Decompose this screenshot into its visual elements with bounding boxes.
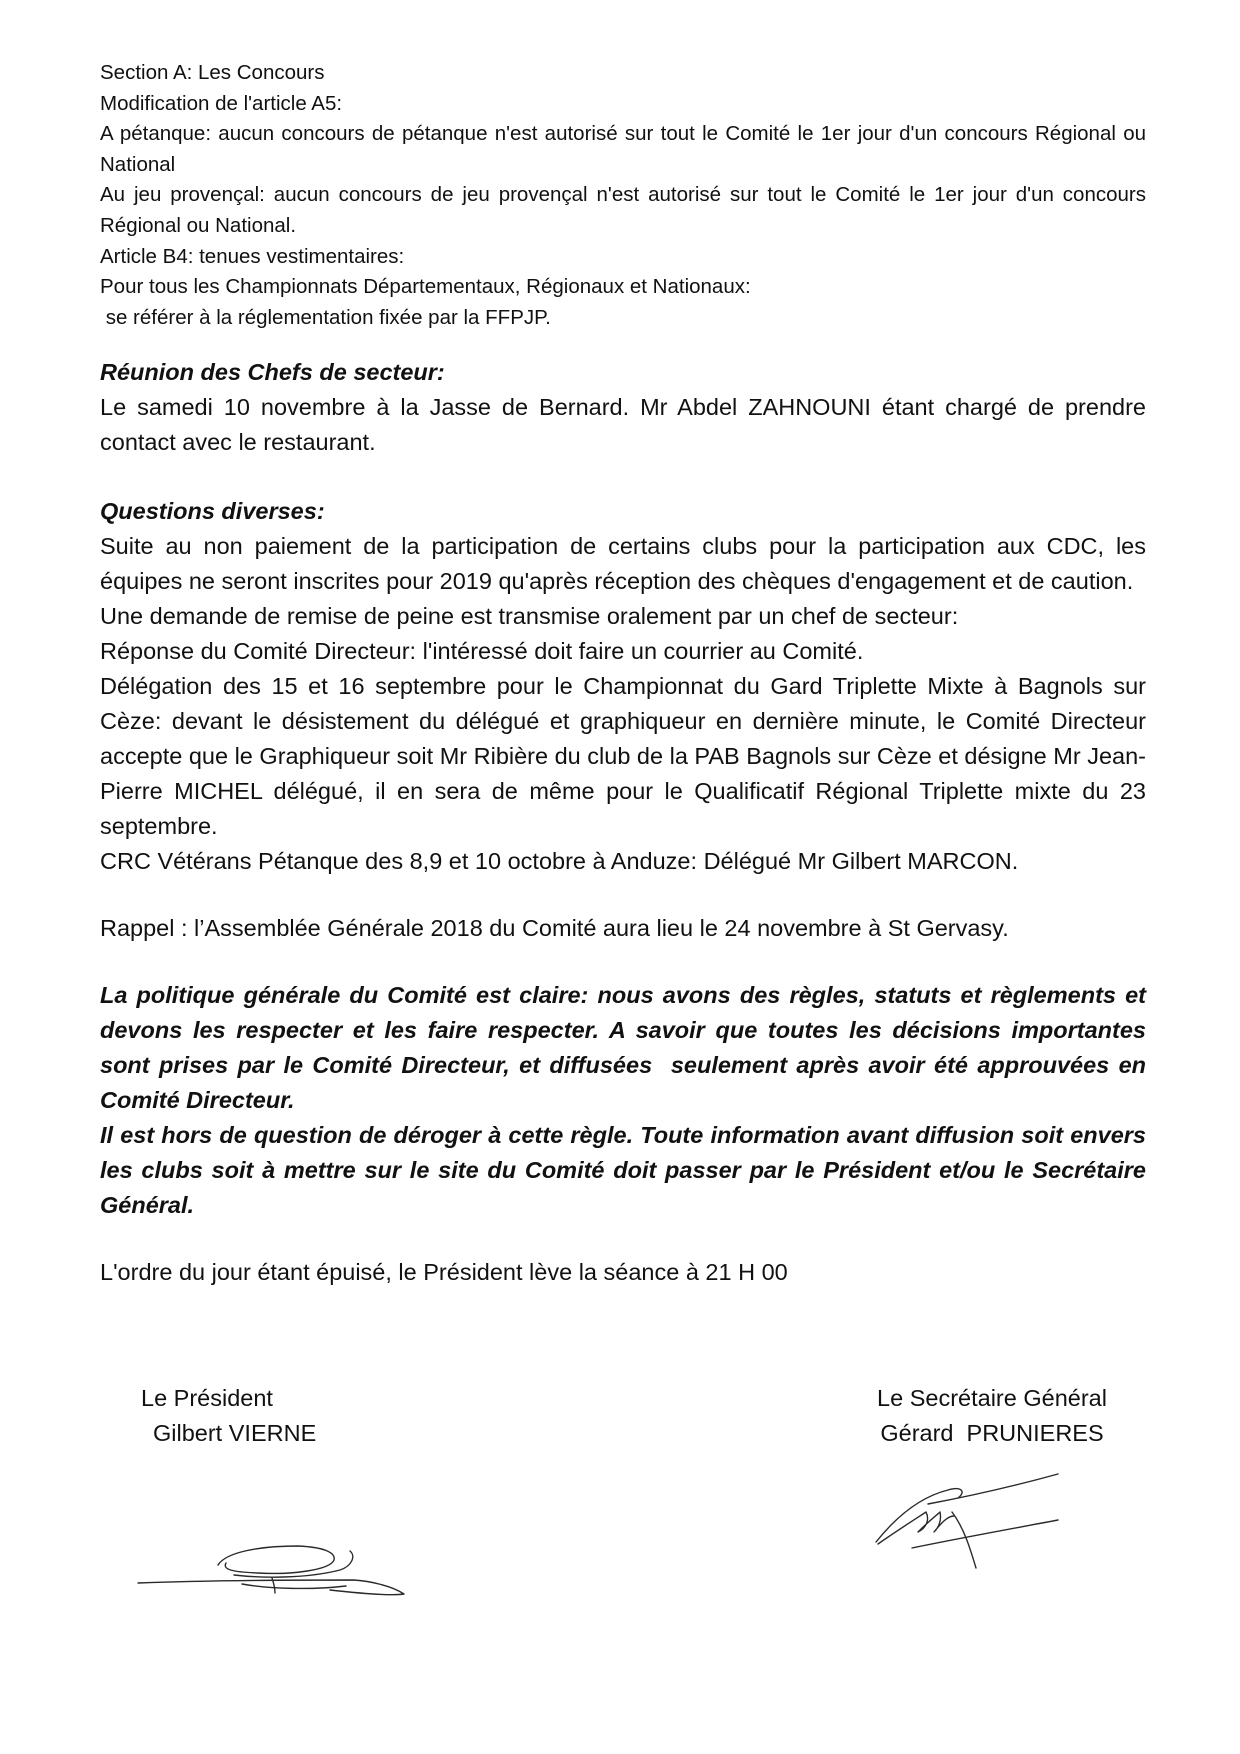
politique-paragraph-1: La politique générale du Comité est claire: nous avons des règles, statuts et règlements et devons les respecter et les faire respecter. A savoir que toutes les décisions importantes sont prises par le Comité Directeur, et diffusées seulement après avoir été approuvées en Comité Directeur. — [100, 982, 1153, 1114]
reunion-heading: Réunion des Chefs de secteur: — [100, 359, 445, 386]
cloture-section — [100, 1255, 1146, 1290]
questions-paragraph-reponse: Réponse du Comité Directeur: l'intéressé doit faire un courrier au Comité. — [100, 638, 864, 665]
section-a-modification: Modification de l'article A5: — [100, 91, 343, 115]
president-name: Gilbert VIERNE — [153, 1420, 317, 1446]
questions-heading: Questions diverses: — [100, 498, 325, 525]
signatory-secretaire — [862, 1381, 1122, 1451]
secretaire-name: Gérard PRUNIERES — [880, 1420, 1104, 1446]
section-a-petanque: A pétanque: aucun concours de pétanque n'est autorisé sur tout le Comité le 1er jour d'un concours Régional ou National — [100, 122, 1146, 176]
secretaire-title: Le Secrétaire Général — [877, 1385, 1107, 1411]
questions-section — [100, 529, 1146, 879]
questions-paragraph-remise: Une demande de remise de peine est transmise oralement par un chef de secteur: — [100, 603, 959, 630]
questions-paragraph-delegation: Délégation des 15 et 16 septembre pour le Championnat du Gard Triplette Mixte à Bagnols sur Cèze: devant le désistement du délégué et graphiqueur en dernière minute, le Comité Directeur accepte que le Graphiqueur soit Mr Ribière du club de la PAB Bagnols sur Cèze et désigne Mr Jean-Pierre MICHEL délégué, il en sera de même pour le Qualificatif Régional Triplette mixte du 23 septembre. — [100, 673, 1146, 840]
president-title: Le Président — [141, 1385, 273, 1411]
reunion-section — [100, 390, 1146, 460]
rappel-text: Rappel : l’Assemblée Générale 2018 du Comité aura lieu le 24 novembre à St Gervasy. — [100, 915, 1009, 942]
section-a-title: Section A: Les Concours — [100, 61, 325, 84]
section-a-championnats: Pour tous les Championnats Départementaux, Régionaux et Nationaux: — [100, 275, 751, 299]
section-a-article-b4: Article B4: tenues vestimentaires: — [100, 244, 405, 268]
cloture-text: L'ordre du jour étant épuisé, le Président lève la séance à 21 H 00 — [100, 1259, 788, 1286]
politique-section — [100, 978, 1153, 1223]
section-a-provencal: Au jeu provençal: aucun concours de jeu provençal n'est autorisé sur tout le Comité le 1er jour d'un concours Régional ou National. — [100, 183, 1146, 237]
rappel-section — [100, 911, 1146, 946]
politique-paragraph-2: Il est hors de question de déroger à cette règle. Toute information avant diffusion soit envers les clubs soit à mettre sur le site du Comité doit passer par le Président et/ou le Secrétaire Général. — [100, 1122, 1146, 1219]
signatory-president — [141, 1381, 316, 1451]
questions-paragraph-cdc: Suite au non paiement de la participation de certains clubs pour la participation aux CDC, les équipes ne seront inscrites pour 2019 qu'après réception des chèques d'engagement et de caution. — [100, 533, 1146, 595]
reunion-text: Le samedi 10 novembre à la Jasse de Bernard. Mr Abdel ZAHNOUNI étant chargé de prendre contact avec le restaurant. — [100, 394, 1146, 456]
section-a-reglementation: se référer à la réglementation fixée par la FFPJP. — [100, 305, 551, 329]
document-page — [100, 58, 1153, 1290]
questions-paragraph-crc: CRC Vétérans Pétanque des 8,9 et 10 octobre à Anduze: Délégué Mr Gilbert MARCON. — [100, 848, 1019, 875]
secretaire-signature — [868, 1468, 1068, 1580]
president-signature — [130, 1500, 410, 1610]
section-a — [100, 58, 1146, 333]
